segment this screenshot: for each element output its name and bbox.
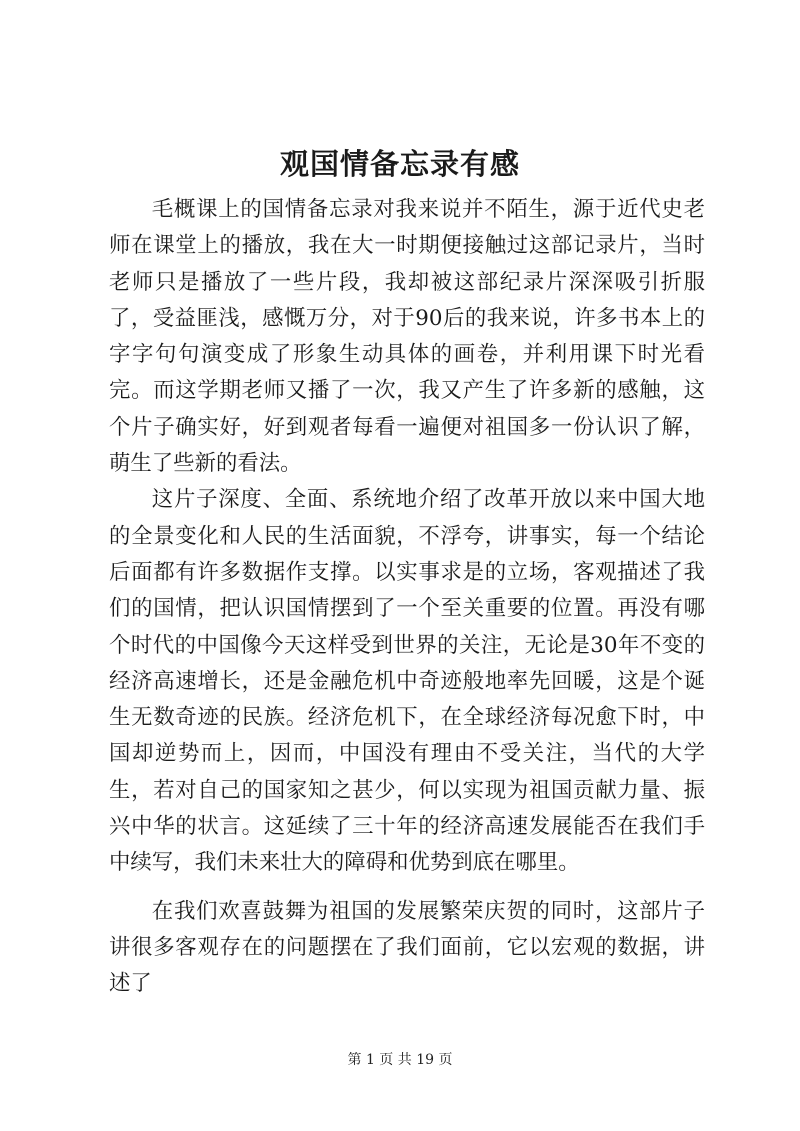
document-body [109, 192, 705, 1003]
paragraph: 毛概课上的国情备忘录对我来说并不陌生，源于近代史老师在课堂上的播放，我在大一时期便接触过这部记录片，当时老师只是播放了一些片段，我却被这部纪录片深深吸引折服了，受益匪浅，感慨万分，对于90后的我来说，许多书本上的字字句句演变成了形象生动具体的画卷，并利用课下时光看完。而这学期老师又播了一次，我又产生了许多新的感触，这个片子确实好，好到观者每看一遍便对祖国多一份认识了解，萌生了些新的看法。 [109, 197, 705, 477]
paragraph: 这片子深度、全面、系统地介绍了改革开放以来中国大地的全景变化和人民的生活面貌，不浮夸，讲事实，每一个结论后面都有许多数据作支撑。以实事求是的立场，客观描述了我们的国情，把认识国情摆到了一个至关重要的位置。再没有哪个时代的中国像今天这样受到世界的关注，无论是30年不变的经济高速增长，还是金融危机中奇迹般地率先回暖，这是个诞生无数奇迹的民族。经济危机下，在全球经济每况愈下时，中国却逆势而上，因而，中国没有理由不受关注，当代的大学生，若对自己的国家知之甚少，何以实现为祖国贡献力量、振兴中华的状言。这延续了三十年的经济高速发展能否在我们手中续写，我们未来壮大的障碍和优势到底在哪里。 [109, 487, 705, 876]
document-title: 观国情备忘录有感 [279, 147, 520, 181]
page-footer: 第 1 页 共 19 页 [347, 1052, 453, 1068]
paragraph: 在我们欢喜鼓舞为祖国的发展繁荣庆贺的同时，这部片子讲很多客观存在的问题摆在了我们面前，它以宏观的数据，讲述了 [109, 898, 705, 997]
